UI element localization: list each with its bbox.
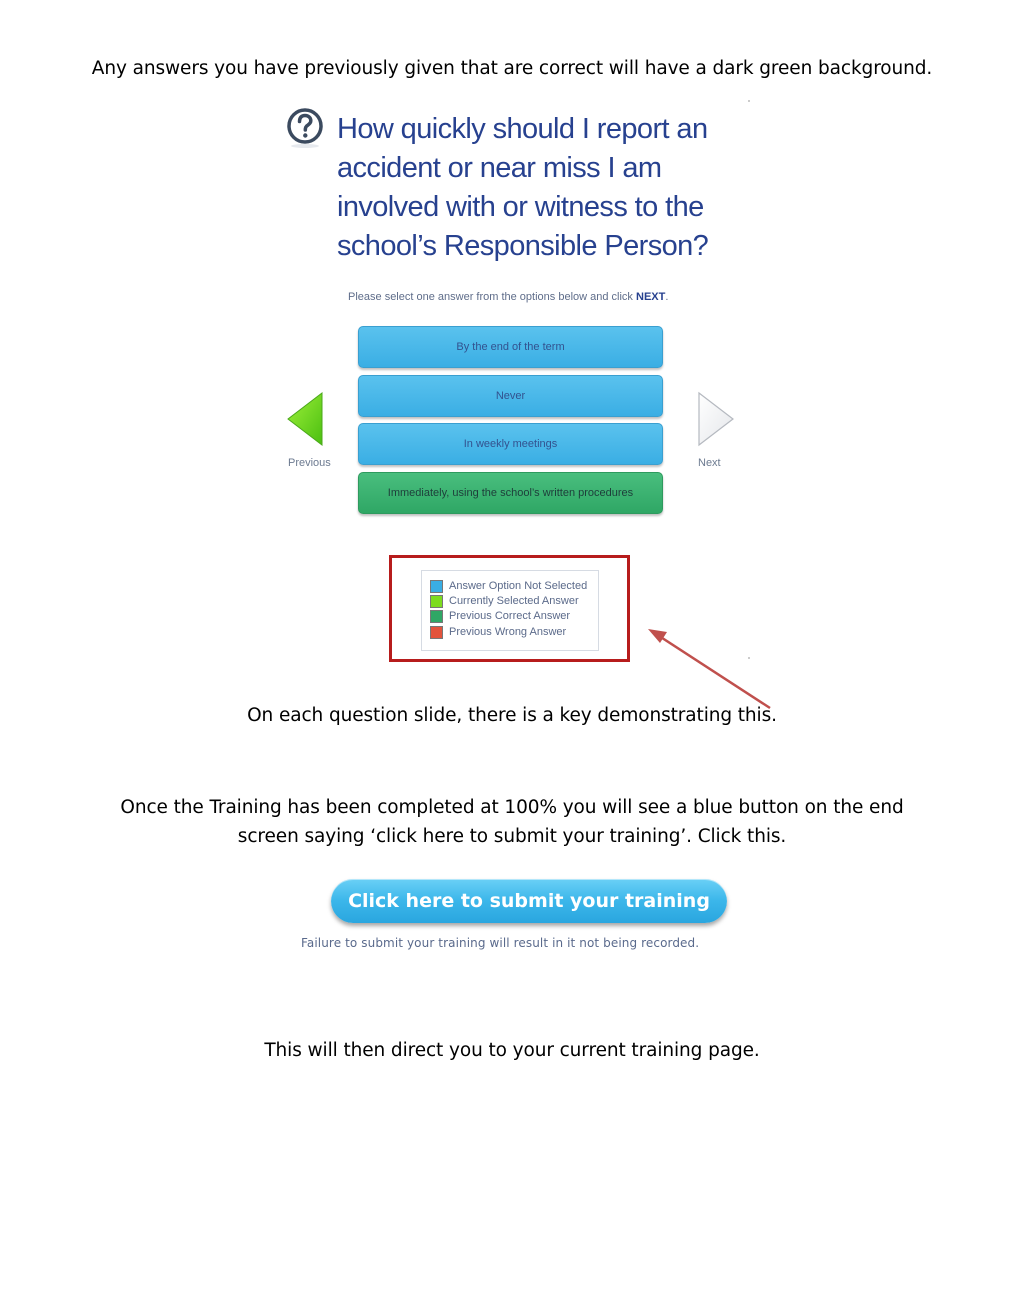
key-item [430, 579, 587, 593]
next-label[interactable]: Next [698, 457, 721, 469]
answer-option-correct[interactable]: Immediately, using the school’s written procedures [358, 472, 663, 514]
slide-corner-mark [748, 100, 750, 102]
question-instruction: Please select one answer from the options below and click NEXT. [348, 291, 669, 303]
key-swatch [430, 580, 443, 593]
answer-option[interactable]: Never [358, 375, 663, 417]
key-paragraph: On each question slide, there is a key demonstrating this. [247, 705, 777, 726]
submit-training-button[interactable]: Click here to submit your training [331, 879, 727, 923]
question-title: How quickly should I report an accident or near miss I am involved with or witness to the school’s Responsible Person? [337, 113, 709, 262]
previous-label[interactable]: Previous [288, 457, 331, 469]
key-swatch [430, 610, 443, 623]
key-label: Answer Option Not Selected [449, 580, 588, 592]
key-label: Currently Selected Answer [449, 595, 579, 607]
slide-corner-mark [748, 657, 750, 659]
completion-paragraph: Once the Training has been completed at 100% you will see a blue button on the end screen saying ‘click here to submit your training’. Click this. [120, 797, 904, 847]
next-keyword: NEXT [636, 291, 666, 303]
answer-option[interactable]: By the end of the term [358, 326, 663, 368]
key-item [430, 609, 570, 623]
key-swatch [430, 595, 443, 608]
right-arrow-icon[interactable] [696, 391, 736, 447]
key-item [430, 594, 579, 608]
answer-key [421, 570, 599, 651]
submit-warning: Failure to submit your training will result in it not being recorded. [301, 936, 700, 950]
key-swatch [430, 626, 443, 639]
key-item [430, 625, 566, 639]
left-arrow-icon[interactable] [286, 391, 326, 447]
direct-paragraph: This will then direct you to your current training page. [264, 1040, 760, 1061]
key-label: Previous Correct Answer [449, 610, 571, 622]
question-circle-icon [286, 106, 326, 150]
intro-paragraph: Any answers you have previously given that are correct will have a dark green background. [91, 58, 933, 79]
key-label: Previous Wrong Answer [449, 626, 567, 638]
answer-option[interactable]: In weekly meetings [358, 423, 663, 465]
